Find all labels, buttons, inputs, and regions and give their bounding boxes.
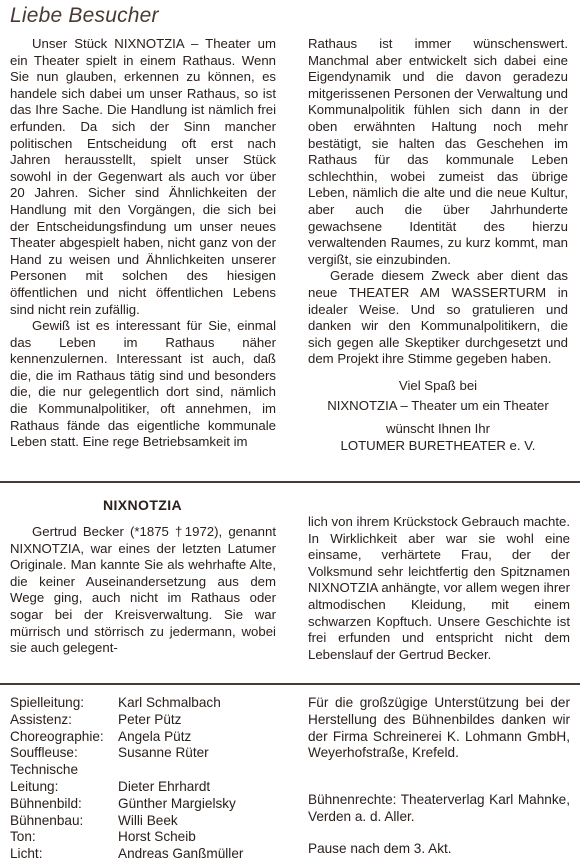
credit-name: Susanne Rüter (118, 745, 209, 761)
credit-role: Technische (10, 762, 79, 778)
credit-row (10, 846, 290, 863)
credit-row (10, 695, 290, 712)
letter-left-column (10, 36, 276, 451)
credit-name: Willi Beek (118, 812, 178, 828)
section-divider (0, 481, 580, 483)
letter-right-column (308, 36, 568, 368)
credit-role: Licht: (10, 846, 43, 862)
closing-line: wünscht Ihnen Ihr (385, 421, 491, 436)
bio-right-column (308, 514, 570, 663)
credit-name: Angela Pütz (118, 728, 192, 744)
closing-line: NIXNOTZIA – Theater um ein Theater (327, 398, 549, 413)
closing-line: Viel Spaß bei (398, 378, 478, 393)
credit-name: Karl Schmalbach (118, 695, 221, 710)
credit-role: Bühnenbau: (10, 812, 84, 828)
credit-name: Peter Pütz (118, 711, 182, 727)
nixnotzia-title: NIXNOTZIA (103, 497, 183, 513)
credit-role: Bühnenbild: (10, 795, 82, 811)
sponsor-thanks: Für die großzügige Unterstützung bei der Herstellung des Bühnenbildes danken wir der Firma Schreinerei K. Lohmann GmbH, Weyerhofstraße, Krefeld. (308, 695, 570, 761)
letter-paragraph: Rathaus ist immer wünschenswert. Manchmal aber entwickelt sich dabei eine Eigendynamik und die davon geradezu mitgerissenen Personen der Verwaltung und Kommunalpolitik fühlen sich dann in der oben erwähnten Haltung noch mehr bestätigt, sie halten das Geschehen im Rathaus für das kommunale Leben schlechthin, wobei zumeist das übrige Leben, nämlich die alte und die neue Kultur, aber auch die über Jahrhunderte gewachsene Identität des hierzu verwaltenden Raumes, zu kurz kommt, man vergißt, sie einzubinden. (308, 36, 568, 267)
intermission-note: Pause nach dem 3. Akt. (308, 841, 452, 856)
bio-text: Gertrud Becker (*1875 †1972), genannt NIXNOTZIA, war eines der letzten Latumer Originale. Man kannte Sie als wehrhafte Alte, die keiner Auseinandersetzung aus dem Wege ging, auch nicht im Rathaus oder sogar bei der Kreisverwaltung. Sie war mürrisch und störrisch zu jedermann, wobei sie auch gelegent- (10, 524, 276, 656)
closing-signature: LOTUMER BURETHEATER e. V. (340, 438, 536, 453)
credit-row (10, 813, 290, 830)
credit-role: Leitung: (10, 778, 59, 794)
credit-name: Andreas Ganßmüller (118, 846, 244, 862)
letter-paragraph: Gerade diesem Zweck aber dient das neue THEATER AM WASSERTURM in idealer Weise. Und so gratulieren und danken wir den Kommunalpolitikern, die sich gegen alle Skeptiker durchgesetzt und dem Projekt ihre Stimme gegeben haben. (308, 268, 568, 367)
credit-row (10, 729, 290, 746)
stage-rights: Bühnenrechte: Theaterverlag Karl Mahnke, Verden a. d. Aller. (308, 792, 570, 824)
credit-role: Assistenz: (10, 711, 72, 727)
credit-row (10, 712, 290, 729)
letter-heading: Liebe Besucher (10, 4, 159, 27)
credits-list (10, 695, 290, 863)
credit-role: Spielleitung: (10, 695, 85, 710)
credit-name: Günther Margielsky (118, 795, 236, 811)
credit-role: Ton: (10, 829, 36, 845)
letter-paragraph: Gewiß ist es interessant für Sie, einmal das Leben im Rathaus näher kennenzulernen. Interessant ist auch, daß die, die im Rathaus tätig sind und besonders die, die nur gelegentlich dort sind, nämlich die Kommunalpolitiker, oft annehmen, im Rathaus fände das eigentliche kommunale Leben statt. Eine rege Betriebsamkeit im (10, 318, 276, 450)
bio-text: lich von ihrem Krückstock Gebrauch machte. In Wirklichkeit aber war sie wohl eine einsame, verhärtete Frau, der der Volksmund sehr leichtfertig den Spitznamen NIXNOTZIA anhängte, vor allem wegen ihrer altmodischen Kleidung, mit einem schwarzen Kopftuch. Unsere Geschichte ist frei erfunden und entspricht nicht dem Lebenslauf der Gertrud Becker. (308, 514, 570, 662)
credit-row (10, 762, 290, 779)
credit-row (10, 796, 290, 813)
credit-row (10, 779, 290, 796)
section-divider (0, 683, 580, 685)
credit-role: Choreographie: (10, 728, 104, 744)
credit-name: Horst Scheib (118, 829, 196, 845)
letter-paragraph: Unser Stück NIXNOTZIA – Theater um ein Theater spielt in einem Rathaus. Wenn Sie nun glauben, erkennen zu können, es handele sich dabei um unser Rathaus, so ist das Ihre Sache. Die Handlung ist nämlich frei erfunden. Da sich der Sinn mancher politischen Entscheidung oft erst nach Jahren herausstellt, spielt unser Stück sowohl in der Gegenwart als auch vor über 20 Jahren. Sicher sind Ähnlichkeiten der Handlung mit den Vorgängen, die sich bei der Entscheidungsfindung um unser neues Theater abgespielt haben, nicht ganz von der Hand zu weisen und Ähnlichkeiten unserer Personen mit solchen des hiesigen öffentlichen und nicht öffentlichen Lebens sind nicht rein zufällig. (10, 36, 276, 317)
credit-name: Dieter Ehrhardt (118, 778, 211, 794)
credit-row (10, 745, 290, 762)
credit-role: Souffleuse: (10, 745, 78, 761)
bio-left-column (10, 524, 276, 657)
credit-row (10, 829, 290, 846)
